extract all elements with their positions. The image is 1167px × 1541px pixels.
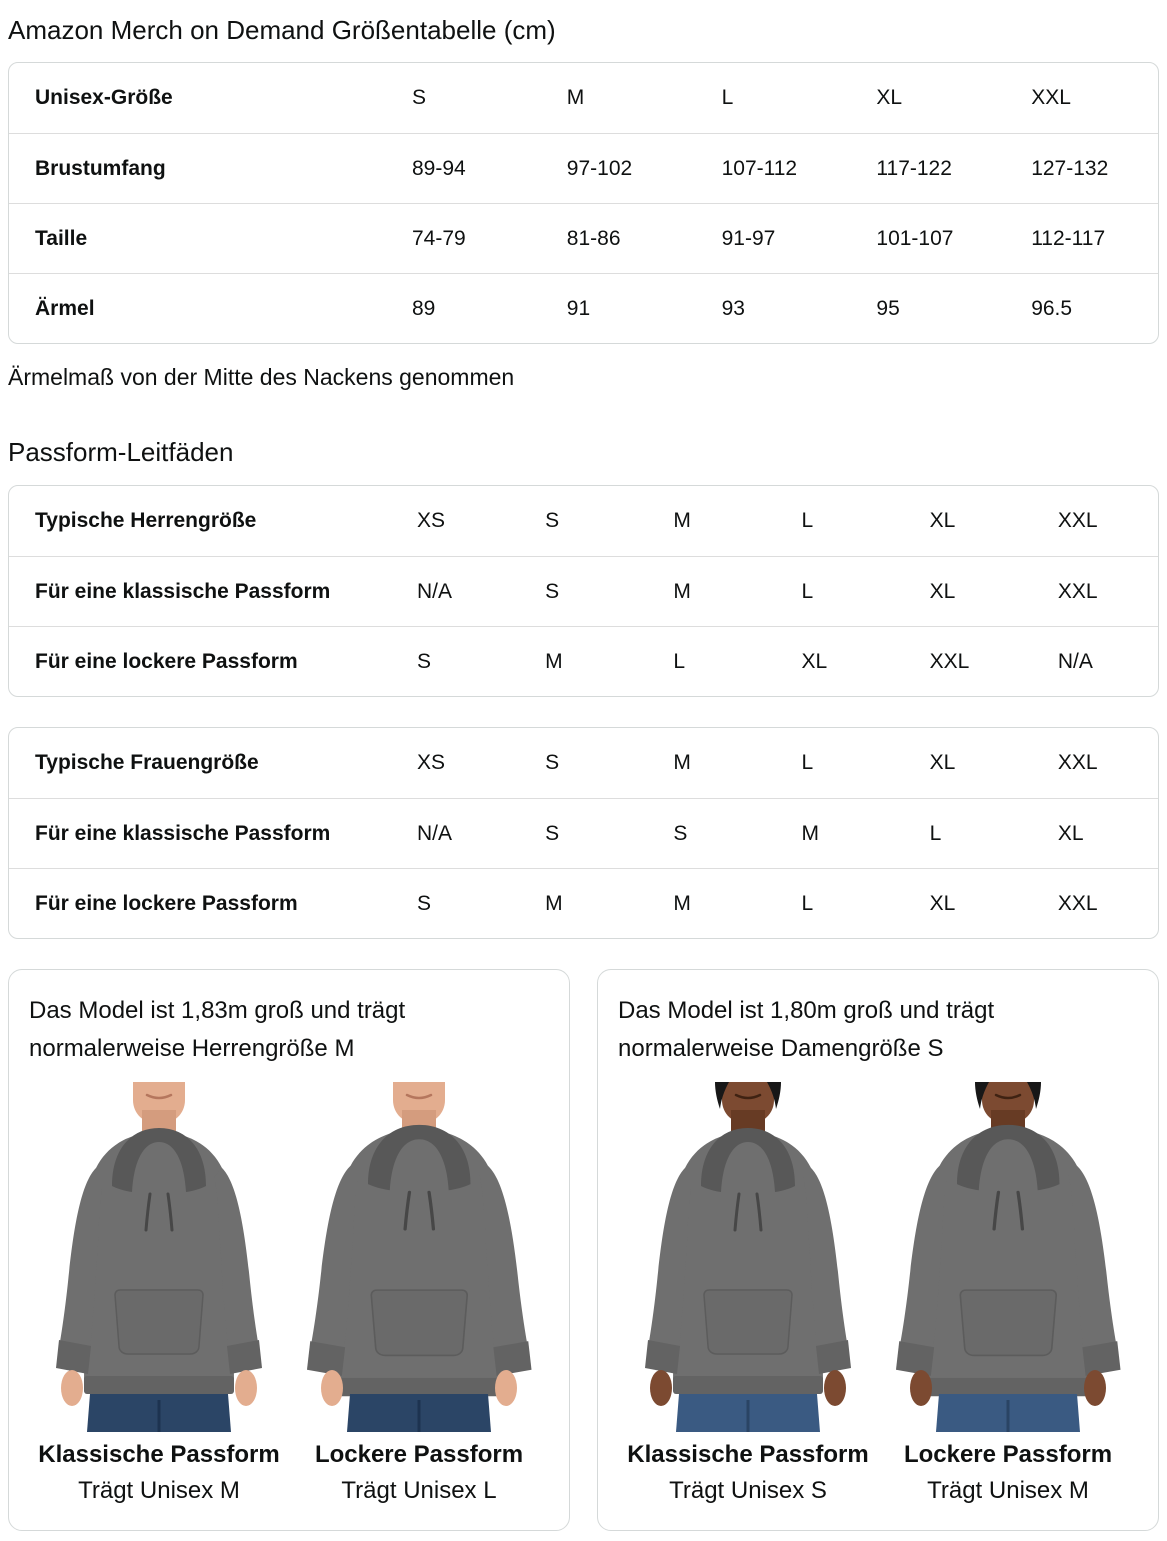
fit-guides-heading: Passform-Leitfäden — [8, 437, 234, 467]
cell: 89 — [412, 296, 436, 320]
cell: S — [673, 821, 688, 845]
cell: 89-94 — [412, 156, 466, 180]
cell: 112-117 — [1031, 226, 1106, 250]
womens-model-card — [597, 969, 1159, 1531]
cell: 107-112 — [721, 156, 798, 180]
cell: XXL — [1057, 579, 1098, 603]
mens-fit-table — [8, 485, 1159, 697]
row-label: Für eine klassische Passform — [35, 821, 331, 845]
figure-loose-fit — [882, 1082, 1134, 1506]
cell: XL — [801, 649, 828, 673]
cell: S — [417, 649, 432, 673]
cell: S — [545, 579, 560, 603]
table-row — [9, 63, 1158, 133]
cell: XXL — [929, 649, 970, 673]
cell: S — [412, 86, 427, 109]
table-row — [9, 133, 1158, 203]
cell: M — [545, 891, 563, 915]
model-description: Das Model ist 1,83m groß und trägt normalerweise Herrengröße M — [29, 997, 406, 1062]
table-row — [9, 556, 1158, 626]
unisex-size-table — [8, 62, 1159, 344]
cell: XL — [929, 579, 956, 603]
figure-loose-fit — [293, 1082, 545, 1506]
model-photo-hoodie — [294, 1082, 544, 1432]
table-row — [9, 486, 1158, 556]
cell: M — [673, 579, 691, 603]
cell: N/A — [417, 579, 453, 603]
cell: M — [801, 821, 819, 845]
cell: L — [721, 86, 734, 109]
fit-type-label: Klassische Passform — [38, 1441, 280, 1468]
cell: 95 — [876, 296, 900, 320]
row-label: Ärmel — [35, 296, 95, 320]
table-row — [9, 798, 1158, 868]
cell: S — [545, 509, 560, 532]
cell: L — [801, 891, 814, 915]
cell: 117-122 — [876, 156, 952, 180]
worn-size-label: Trägt Unisex L — [341, 1477, 497, 1504]
model-photo-hoodie — [883, 1082, 1133, 1432]
table-row — [9, 728, 1158, 798]
fit-type-label: Klassische Passform — [627, 1441, 869, 1468]
cell: M — [673, 509, 691, 532]
cell: N/A — [1057, 649, 1093, 673]
table-row — [9, 868, 1158, 938]
cell: L — [801, 751, 814, 774]
cell: M — [673, 751, 691, 774]
cell: XXL — [1031, 86, 1071, 109]
cell: XS — [417, 509, 446, 532]
cell: XXL — [1057, 751, 1098, 774]
cell: XL — [876, 86, 903, 109]
cell: N/A — [417, 821, 453, 845]
cell: 93 — [721, 296, 745, 320]
figures-row — [618, 1082, 1138, 1506]
womens-fit-table — [8, 727, 1159, 939]
cell: XL — [1057, 821, 1084, 845]
row-label: Für eine lockere Passform — [35, 891, 298, 915]
cell: M — [566, 86, 585, 109]
row-label: Für eine klassische Passform — [35, 579, 331, 603]
model-photo-hoodie — [623, 1082, 873, 1432]
cell: M — [545, 649, 563, 673]
row-label: Typische Herrengröße — [35, 509, 257, 532]
cell: 74-79 — [412, 226, 466, 250]
worn-size-label: Trägt Unisex S — [669, 1477, 827, 1504]
cell: XL — [929, 751, 956, 774]
fit-type-label: Lockere Passform — [314, 1441, 524, 1468]
table-row — [9, 626, 1158, 696]
cell: XXL — [1057, 509, 1098, 532]
table-row — [9, 203, 1158, 273]
cell: L — [801, 509, 814, 532]
cell: S — [417, 891, 432, 915]
table-row — [9, 273, 1158, 343]
cell: L — [673, 649, 686, 673]
worn-size-label: Trägt Unisex M — [78, 1477, 240, 1504]
mens-model-card — [8, 969, 570, 1531]
cell: 96.5 — [1031, 296, 1073, 320]
figure-classic-fit — [622, 1082, 874, 1506]
row-label: Unisex-Größe — [35, 86, 173, 109]
sleeve-measure-note: Ärmelmaß von der Mitte des Nackens genommen — [8, 364, 515, 390]
cell: XL — [929, 509, 956, 532]
cell: 97-102 — [566, 156, 633, 180]
cell: L — [801, 579, 814, 603]
row-label: Taille — [35, 226, 88, 250]
cell: L — [929, 821, 942, 845]
row-label: Typische Frauengröße — [35, 751, 259, 774]
model-cards — [8, 969, 1159, 1531]
cell: 81-86 — [566, 226, 621, 250]
cell: 127-132 — [1031, 156, 1109, 180]
row-label: Für eine lockere Passform — [35, 649, 298, 673]
fit-type-label: Lockere Passform — [903, 1441, 1113, 1468]
cell: M — [673, 891, 691, 915]
cell: 91 — [566, 296, 591, 320]
cell: S — [545, 821, 560, 845]
figures-row — [29, 1082, 549, 1506]
cell: XXL — [1057, 891, 1098, 915]
worn-size-label: Trägt Unisex M — [927, 1477, 1089, 1504]
model-photo-hoodie — [34, 1082, 284, 1432]
row-label: Brustumfang — [35, 156, 166, 180]
cell: XS — [417, 751, 446, 774]
model-description: Das Model ist 1,80m groß und trägt normalerweise Damengröße S — [618, 997, 995, 1062]
cell: 101-107 — [876, 226, 954, 250]
figure-classic-fit — [33, 1082, 285, 1506]
cell: XL — [929, 891, 956, 915]
cell: 91-97 — [721, 226, 776, 250]
page-title: Amazon Merch on Demand Größentabelle (cm) — [8, 15, 556, 45]
cell: S — [545, 751, 560, 774]
